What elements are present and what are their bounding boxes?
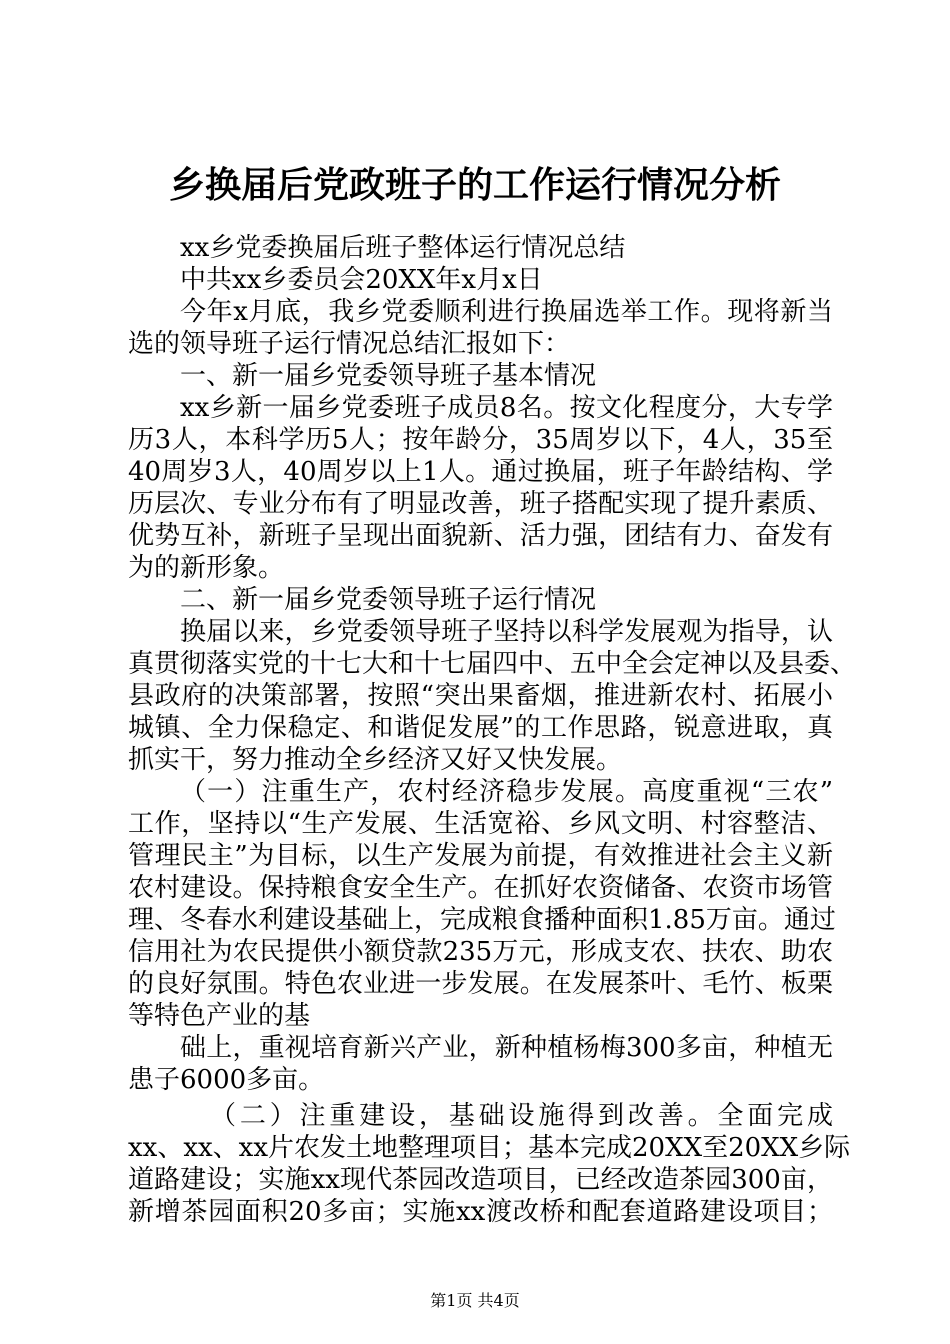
- paragraph-line: xx乡新一届乡党委班子成员8名。按文化程度分，大专学: [180, 393, 833, 423]
- section-heading: 二、新一届乡党委领导班子运行情况: [180, 585, 597, 615]
- paragraph-line: 城镇、全力保稳定、和谐促发展”的工作思路，锐意进取，真: [128, 713, 833, 743]
- paragraph-line: 换届以来，乡党委领导班子坚持以科学发展观为指导，认: [180, 617, 833, 647]
- paragraph-line: 础上，重视培育新兴产业，新种植杨梅300多亩，种植无: [180, 1033, 833, 1063]
- paragraph-line: 为的新形象。: [128, 553, 285, 583]
- paragraph-line: 的良好氛围。特色农业进一步发展。在发展茶叶、毛竹、板栗: [128, 969, 833, 999]
- paragraph-line: 今年x月底，我乡党委顺利进行换届选举工作。现将新当: [180, 297, 833, 327]
- paragraph-line: 理、冬春水利建设基础上，完成粮食播种面积1.85万亩。通过: [128, 905, 836, 935]
- paragraph-line: 等特色产业的基: [128, 1001, 311, 1031]
- document-body: [128, 232, 857, 1228]
- paragraph-line: 工作，坚持以“生产发展、生活宽裕、乡风文明、村容整洁、: [128, 809, 833, 839]
- subsection-line: （二）注重建设，基础设施得到改善。全面完成: [210, 1101, 833, 1131]
- paragraph-line: 优势互补，新班子呈现出面貌新、活力强，团结有力、奋发有: [128, 521, 833, 551]
- paragraph-line: 道路建设；实施xx现代茶园改造项目，已经改造茶园300亩，: [128, 1165, 833, 1195]
- paragraph-line: 农村建设。保持粮食安全生产。在抓好农资储备、农资市场管: [128, 873, 833, 903]
- subtitle-line: xx乡党委换届后班子整体运行情况总结: [180, 233, 626, 263]
- paragraph-line: 历3人，本科学历5人；按年龄分，35周岁以下，4人，35至: [128, 425, 833, 455]
- document-title: 乡换届后党政班子的工作运行情况分析: [168, 164, 781, 206]
- paragraph-line: 患子6000多亩。: [128, 1065, 325, 1095]
- paragraph-line: 选的领导班子运行情况总结汇报如下：: [128, 329, 571, 359]
- paragraph-line: xx、xx、xx片农发土地整理项目；基本完成20XX至20XX乡际: [128, 1133, 851, 1163]
- paragraph-line: 县政府的决策部署，按照“突出果畜烟，推进新农村、拓展小: [128, 681, 833, 711]
- paragraph-line: 管理民主”为目标，以生产发展为前提，有效推进社会主义新: [128, 841, 833, 871]
- paragraph-line: 新增茶园面积20多亩；实施xx渡改桥和配套道路建设项目；: [128, 1197, 833, 1227]
- paragraph-line: 40周岁3人，40周岁以上1人。通过换届，班子年龄结构、学: [128, 457, 833, 487]
- section-heading: 一、新一届乡党委领导班子基本情况: [180, 361, 597, 391]
- page-number-footer: 第1页 共4页: [430, 1291, 520, 1310]
- subsection-line: （一）注重生产，农村经济稳步发展。高度重视“三农”: [180, 777, 833, 807]
- issuer-date-line: 中共xx乡委员会20XX年x月x日: [180, 265, 543, 295]
- paragraph-line: 信用社为农民提供小额贷款235万元，形成支农、扶农、助农: [128, 937, 833, 967]
- paragraph-line: 真贯彻落实党的十七大和十七届四中、五中全会定神以及县委、: [128, 649, 857, 679]
- paragraph-line: 抓实干，努力推动全乡经济又好又快发展。: [128, 745, 623, 775]
- paragraph-line: 历层次、专业分布有了明显改善，班子搭配实现了提升素质、: [128, 489, 833, 519]
